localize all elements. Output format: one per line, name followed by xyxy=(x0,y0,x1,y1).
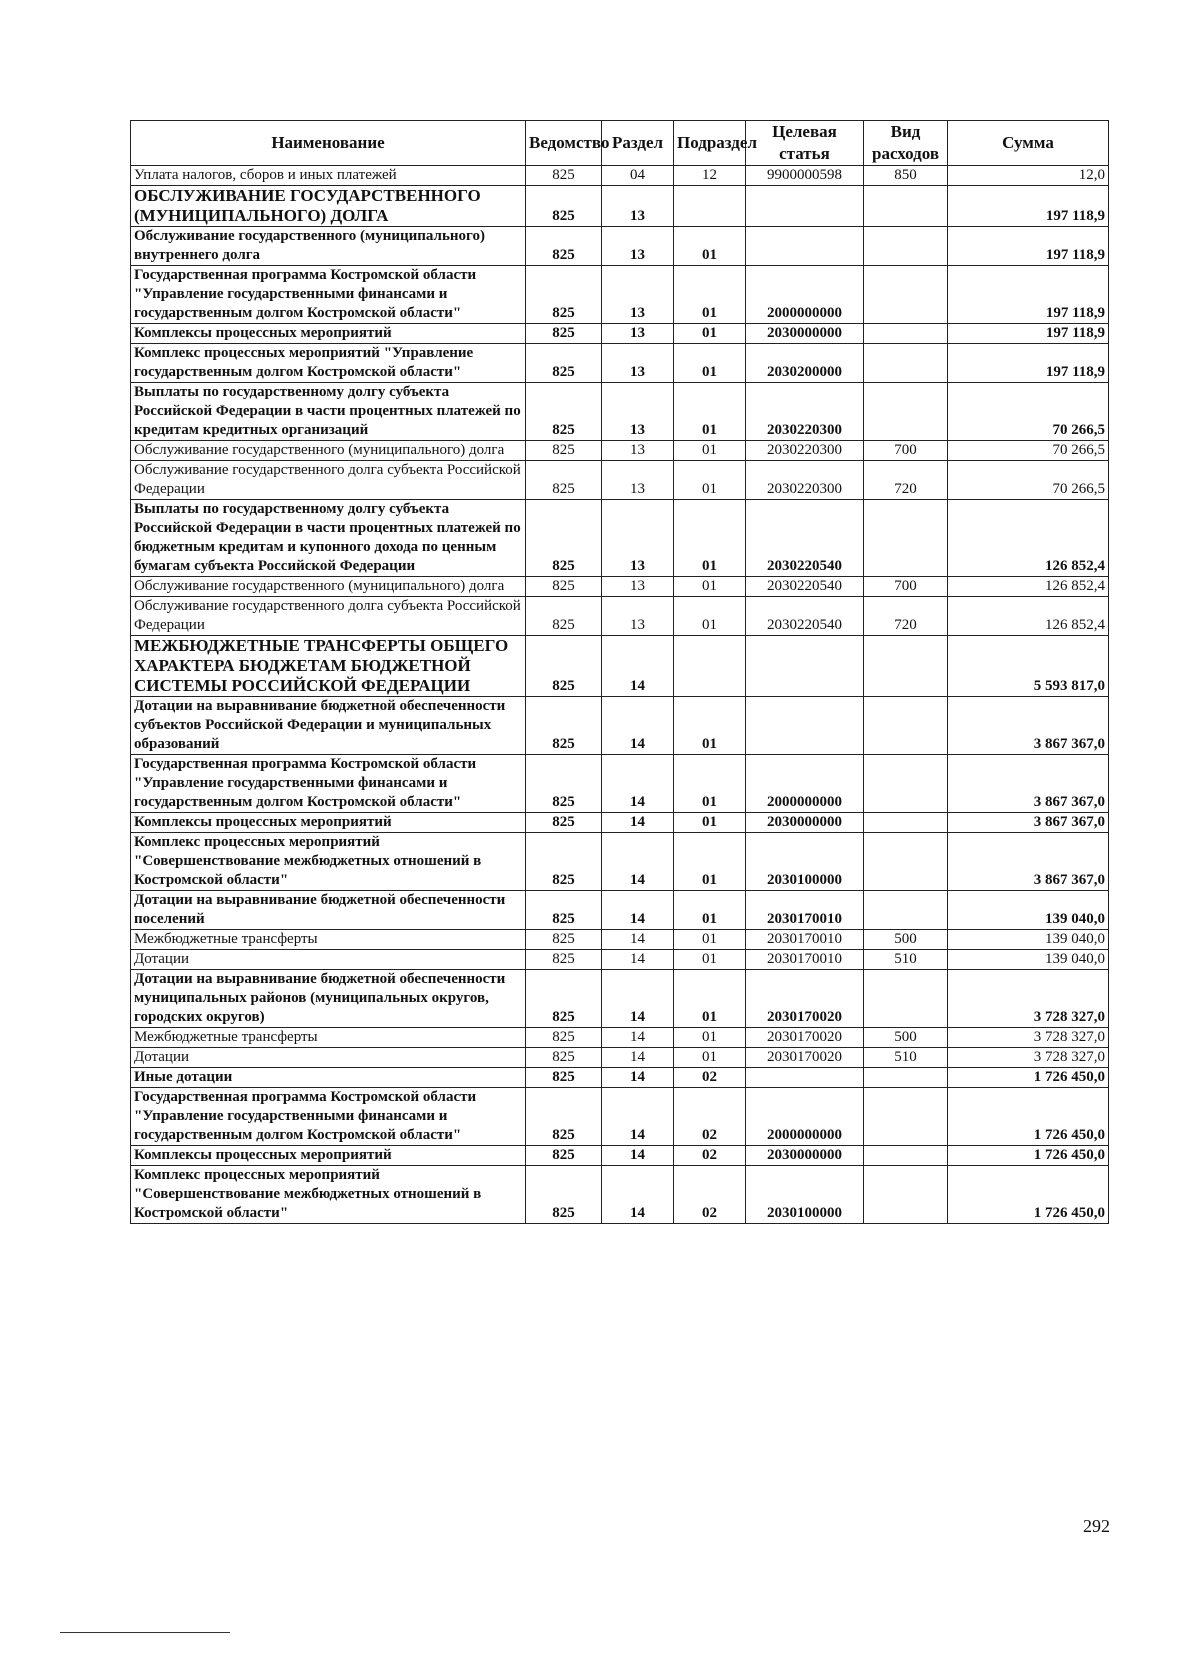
cell-name: Дотации xyxy=(131,1048,526,1068)
page-number: 292 xyxy=(1083,1516,1110,1536)
cell-dept: 825 xyxy=(526,833,602,891)
cell-dept: 825 xyxy=(526,324,602,344)
header-target: Целевая статья xyxy=(746,121,864,166)
cell-kind xyxy=(864,1088,948,1146)
cell-kind xyxy=(864,1068,948,1088)
cell-target: 2000000000 xyxy=(746,755,864,813)
cell-target xyxy=(746,186,864,227)
cell-kind xyxy=(864,1146,948,1166)
cell-subsection: 01 xyxy=(674,970,746,1028)
table-row xyxy=(131,500,1109,577)
cell-section: 14 xyxy=(602,950,674,970)
cell-section: 14 xyxy=(602,1166,674,1224)
cell-name: Комплексы процессных мероприятий xyxy=(131,813,526,833)
table-row xyxy=(131,755,1109,813)
cell-kind: 720 xyxy=(864,597,948,636)
table-row xyxy=(131,227,1109,266)
cell-section: 13 xyxy=(602,344,674,383)
cell-sum: 139 040,0 xyxy=(948,950,1109,970)
cell-sum: 5 593 817,0 xyxy=(948,636,1109,697)
cell-dept: 825 xyxy=(526,266,602,324)
cell-dept: 825 xyxy=(526,227,602,266)
cell-kind xyxy=(864,1166,948,1224)
cell-sum: 1 726 450,0 xyxy=(948,1088,1109,1146)
table-row xyxy=(131,266,1109,324)
table-row xyxy=(131,597,1109,636)
table-row xyxy=(131,970,1109,1028)
cell-dept: 825 xyxy=(526,970,602,1028)
cell-dept: 825 xyxy=(526,1068,602,1088)
cell-sum: 197 118,9 xyxy=(948,266,1109,324)
cell-dept: 825 xyxy=(526,597,602,636)
cell-kind: 720 xyxy=(864,461,948,500)
cell-name: Обслуживание государственного долга субъекта Российской Федерации xyxy=(131,597,526,636)
cell-dept: 825 xyxy=(526,500,602,577)
cell-sum: 3 867 367,0 xyxy=(948,833,1109,891)
cell-name: Комплекс процессных мероприятий "Совершенствование межбюджетных отношений в Костромской области" xyxy=(131,833,526,891)
cell-sum: 139 040,0 xyxy=(948,891,1109,930)
cell-sum: 3 867 367,0 xyxy=(948,813,1109,833)
cell-subsection: 01 xyxy=(674,1048,746,1068)
cell-subsection: 01 xyxy=(674,950,746,970)
budget-table xyxy=(130,120,1109,1224)
cell-kind: 500 xyxy=(864,930,948,950)
cell-sum: 126 852,4 xyxy=(948,577,1109,597)
table-row xyxy=(131,636,1109,697)
cell-kind xyxy=(864,344,948,383)
cell-name: Выплаты по государственному долгу субъекта Российской Федерации в части процентных платежей по бюджетным кредитам и купонного дохода по ценным бумагам субъекта Российской Федерации xyxy=(131,500,526,577)
table-row xyxy=(131,344,1109,383)
cell-target: 2030170020 xyxy=(746,1028,864,1048)
cell-sum: 3 867 367,0 xyxy=(948,755,1109,813)
cell-name: Государственная программа Костромской области "Управление государственными финансами и государственным долгом Костромской области" xyxy=(131,755,526,813)
cell-sum: 3 867 367,0 xyxy=(948,697,1109,755)
cell-dept: 825 xyxy=(526,577,602,597)
cell-kind xyxy=(864,813,948,833)
cell-section: 13 xyxy=(602,266,674,324)
cell-sum: 1 726 450,0 xyxy=(948,1166,1109,1224)
cell-section: 13 xyxy=(602,441,674,461)
cell-subsection: 01 xyxy=(674,344,746,383)
cell-target: 2030220540 xyxy=(746,500,864,577)
cell-sum: 70 266,5 xyxy=(948,383,1109,441)
cell-name: ОБСЛУЖИВАНИЕ ГОСУДАРСТВЕННОГО (МУНИЦИПАЛЬНОГО) ДОЛГА xyxy=(131,186,526,227)
table-row xyxy=(131,1028,1109,1048)
cell-sum: 126 852,4 xyxy=(948,500,1109,577)
cell-section: 14 xyxy=(602,636,674,697)
cell-subsection: 01 xyxy=(674,833,746,891)
table-row xyxy=(131,930,1109,950)
cell-kind: 850 xyxy=(864,166,948,186)
cell-target xyxy=(746,636,864,697)
table-row xyxy=(131,1166,1109,1224)
cell-target: 2030220300 xyxy=(746,441,864,461)
table-row xyxy=(131,186,1109,227)
cell-sum: 3 728 327,0 xyxy=(948,970,1109,1028)
cell-target: 2030000000 xyxy=(746,1146,864,1166)
cell-dept: 825 xyxy=(526,344,602,383)
cell-sum: 3 728 327,0 xyxy=(948,1048,1109,1068)
cell-dept: 825 xyxy=(526,383,602,441)
cell-subsection: 02 xyxy=(674,1088,746,1146)
cell-dept: 825 xyxy=(526,1146,602,1166)
cell-kind: 510 xyxy=(864,950,948,970)
table-row xyxy=(131,891,1109,930)
cell-subsection: 02 xyxy=(674,1068,746,1088)
cell-sum: 1 726 450,0 xyxy=(948,1146,1109,1166)
cell-name: Обслуживание государственного долга субъекта Российской Федерации xyxy=(131,461,526,500)
table-row xyxy=(131,1146,1109,1166)
cell-subsection: 01 xyxy=(674,227,746,266)
table-row xyxy=(131,1068,1109,1088)
cell-kind xyxy=(864,697,948,755)
cell-name: Уплата налогов, сборов и иных платежей xyxy=(131,166,526,186)
cell-subsection: 01 xyxy=(674,383,746,441)
cell-subsection: 02 xyxy=(674,1166,746,1224)
cell-section: 14 xyxy=(602,833,674,891)
cell-dept: 825 xyxy=(526,186,602,227)
cell-target: 2030100000 xyxy=(746,833,864,891)
cell-kind xyxy=(864,383,948,441)
cell-section: 14 xyxy=(602,1048,674,1068)
cell-section: 13 xyxy=(602,597,674,636)
cell-kind xyxy=(864,891,948,930)
cell-target: 2030220300 xyxy=(746,461,864,500)
cell-section: 13 xyxy=(602,186,674,227)
header-dept: Ведомство xyxy=(526,121,602,166)
cell-dept: 825 xyxy=(526,441,602,461)
header-section: Раздел xyxy=(602,121,674,166)
cell-section: 13 xyxy=(602,324,674,344)
table-row xyxy=(131,324,1109,344)
table-header-row xyxy=(131,121,1109,166)
cell-kind xyxy=(864,324,948,344)
cell-target: 9900000598 xyxy=(746,166,864,186)
cell-sum: 1 726 450,0 xyxy=(948,1068,1109,1088)
cell-section: 13 xyxy=(602,500,674,577)
cell-target: 2000000000 xyxy=(746,1088,864,1146)
table-row xyxy=(131,383,1109,441)
cell-target xyxy=(746,1068,864,1088)
cell-subsection: 01 xyxy=(674,930,746,950)
cell-section: 04 xyxy=(602,166,674,186)
cell-target: 2030170020 xyxy=(746,970,864,1028)
cell-subsection: 01 xyxy=(674,441,746,461)
cell-section: 14 xyxy=(602,1028,674,1048)
table-row xyxy=(131,166,1109,186)
cell-kind xyxy=(864,186,948,227)
cell-subsection: 12 xyxy=(674,166,746,186)
cell-name: Комплексы процессных мероприятий xyxy=(131,324,526,344)
cell-dept: 825 xyxy=(526,166,602,186)
cell-target: 2030170010 xyxy=(746,930,864,950)
cell-name: Межбюджетные трансферты xyxy=(131,930,526,950)
cell-target: 2030220540 xyxy=(746,577,864,597)
header-kind: Вид расходов xyxy=(864,121,948,166)
cell-dept: 825 xyxy=(526,755,602,813)
cell-name: Межбюджетные трансферты xyxy=(131,1028,526,1048)
cell-name: Дотации на выравнивание бюджетной обеспеченности поселений xyxy=(131,891,526,930)
cell-kind xyxy=(864,266,948,324)
cell-subsection: 01 xyxy=(674,324,746,344)
table-row xyxy=(131,1088,1109,1146)
cell-target: 2030220540 xyxy=(746,597,864,636)
cell-section: 14 xyxy=(602,697,674,755)
cell-kind: 700 xyxy=(864,577,948,597)
cell-section: 14 xyxy=(602,970,674,1028)
cell-dept: 825 xyxy=(526,1028,602,1048)
cell-dept: 825 xyxy=(526,813,602,833)
cell-dept: 825 xyxy=(526,697,602,755)
cell-kind xyxy=(864,636,948,697)
cell-name: Обслуживание государственного (муниципального) долга xyxy=(131,441,526,461)
cell-dept: 825 xyxy=(526,1166,602,1224)
cell-subsection: 01 xyxy=(674,813,746,833)
cell-section: 13 xyxy=(602,461,674,500)
cell-name: Комплекс процессных мероприятий "Совершенствование межбюджетных отношений в Костромской области" xyxy=(131,1166,526,1224)
header-name: Наименование xyxy=(131,121,526,166)
cell-name: Выплаты по государственному долгу субъекта Российской Федерации в части процентных платежей по кредитам кредитных организаций xyxy=(131,383,526,441)
cell-subsection: 01 xyxy=(674,266,746,324)
cell-target: 2030200000 xyxy=(746,344,864,383)
cell-subsection: 02 xyxy=(674,1146,746,1166)
cell-section: 14 xyxy=(602,1088,674,1146)
cell-dept: 825 xyxy=(526,461,602,500)
cell-section: 14 xyxy=(602,813,674,833)
cell-sum: 12,0 xyxy=(948,166,1109,186)
cell-target xyxy=(746,697,864,755)
table-row xyxy=(131,1048,1109,1068)
table-row xyxy=(131,950,1109,970)
cell-dept: 825 xyxy=(526,636,602,697)
cell-target: 2000000000 xyxy=(746,266,864,324)
cell-kind: 700 xyxy=(864,441,948,461)
cell-name: Иные дотации xyxy=(131,1068,526,1088)
cell-dept: 825 xyxy=(526,891,602,930)
table-body xyxy=(131,166,1109,1224)
cell-sum: 70 266,5 xyxy=(948,441,1109,461)
cell-name: Государственная программа Костромской области "Управление государственными финансами и государственным долгом Костромской области" xyxy=(131,266,526,324)
cell-kind xyxy=(864,227,948,266)
cell-target: 2030000000 xyxy=(746,813,864,833)
table-row xyxy=(131,461,1109,500)
cell-name: МЕЖБЮДЖЕТНЫЕ ТРАНСФЕРТЫ ОБЩЕГО ХАРАКТЕРА БЮДЖЕТАМ БЮДЖЕТНОЙ СИСТЕМЫ РОССИЙСКОЙ ФЕДЕРАЦИИ xyxy=(131,636,526,697)
cell-name: Дотации на выравнивание бюджетной обеспеченности субъектов Российской Федерации и муниципальных образований xyxy=(131,697,526,755)
cell-target: 2030000000 xyxy=(746,324,864,344)
table-row xyxy=(131,577,1109,597)
cell-kind: 500 xyxy=(864,1028,948,1048)
cell-kind: 510 xyxy=(864,1048,948,1068)
cell-dept: 825 xyxy=(526,930,602,950)
cell-subsection xyxy=(674,186,746,227)
cell-sum: 197 118,9 xyxy=(948,344,1109,383)
cell-name: Комплексы процессных мероприятий xyxy=(131,1146,526,1166)
cell-sum: 197 118,9 xyxy=(948,186,1109,227)
cell-kind xyxy=(864,500,948,577)
cell-section: 14 xyxy=(602,1068,674,1088)
cell-section: 13 xyxy=(602,227,674,266)
table-row xyxy=(131,697,1109,755)
cell-name: Обслуживание государственного (муниципального) долга xyxy=(131,577,526,597)
cell-section: 14 xyxy=(602,891,674,930)
cell-target: 2030170020 xyxy=(746,1048,864,1068)
table-row xyxy=(131,813,1109,833)
cell-sum: 197 118,9 xyxy=(948,324,1109,344)
cell-sum: 197 118,9 xyxy=(948,227,1109,266)
cell-kind xyxy=(864,833,948,891)
cell-dept: 825 xyxy=(526,1048,602,1068)
cell-dept: 825 xyxy=(526,1088,602,1146)
cell-name: Обслуживание государственного (муниципального) внутреннего долга xyxy=(131,227,526,266)
cell-name: Дотации на выравнивание бюджетной обеспеченности муниципальных районов (муниципальных округов, городских округов) xyxy=(131,970,526,1028)
table-row xyxy=(131,441,1109,461)
cell-target: 2030170010 xyxy=(746,891,864,930)
header-sum: Сумма xyxy=(948,121,1109,166)
cell-name: Государственная программа Костромской области "Управление государственными финансами и государственным долгом Костромской области" xyxy=(131,1088,526,1146)
cell-subsection: 01 xyxy=(674,461,746,500)
cell-target: 2030100000 xyxy=(746,1166,864,1224)
cell-section: 13 xyxy=(602,383,674,441)
cell-section: 14 xyxy=(602,755,674,813)
cell-kind xyxy=(864,970,948,1028)
cell-section: 14 xyxy=(602,1146,674,1166)
cell-subsection: 01 xyxy=(674,755,746,813)
footnote-divider xyxy=(60,1632,230,1633)
cell-subsection xyxy=(674,636,746,697)
cell-dept: 825 xyxy=(526,950,602,970)
cell-subsection: 01 xyxy=(674,597,746,636)
cell-subsection: 01 xyxy=(674,500,746,577)
cell-name: Дотации xyxy=(131,950,526,970)
cell-section: 14 xyxy=(602,930,674,950)
table-row xyxy=(131,833,1109,891)
cell-sum: 126 852,4 xyxy=(948,597,1109,636)
cell-subsection: 01 xyxy=(674,697,746,755)
cell-target xyxy=(746,227,864,266)
cell-sum: 70 266,5 xyxy=(948,461,1109,500)
header-subsection: Подраздел xyxy=(674,121,746,166)
cell-sum: 3 728 327,0 xyxy=(948,1028,1109,1048)
cell-name: Комплекс процессных мероприятий "Управление государственным долгом Костромской области" xyxy=(131,344,526,383)
cell-subsection: 01 xyxy=(674,577,746,597)
cell-subsection: 01 xyxy=(674,1028,746,1048)
cell-kind xyxy=(864,755,948,813)
cell-section: 13 xyxy=(602,577,674,597)
cell-target: 2030220300 xyxy=(746,383,864,441)
cell-target: 2030170010 xyxy=(746,950,864,970)
cell-sum: 139 040,0 xyxy=(948,930,1109,950)
cell-subsection: 01 xyxy=(674,891,746,930)
